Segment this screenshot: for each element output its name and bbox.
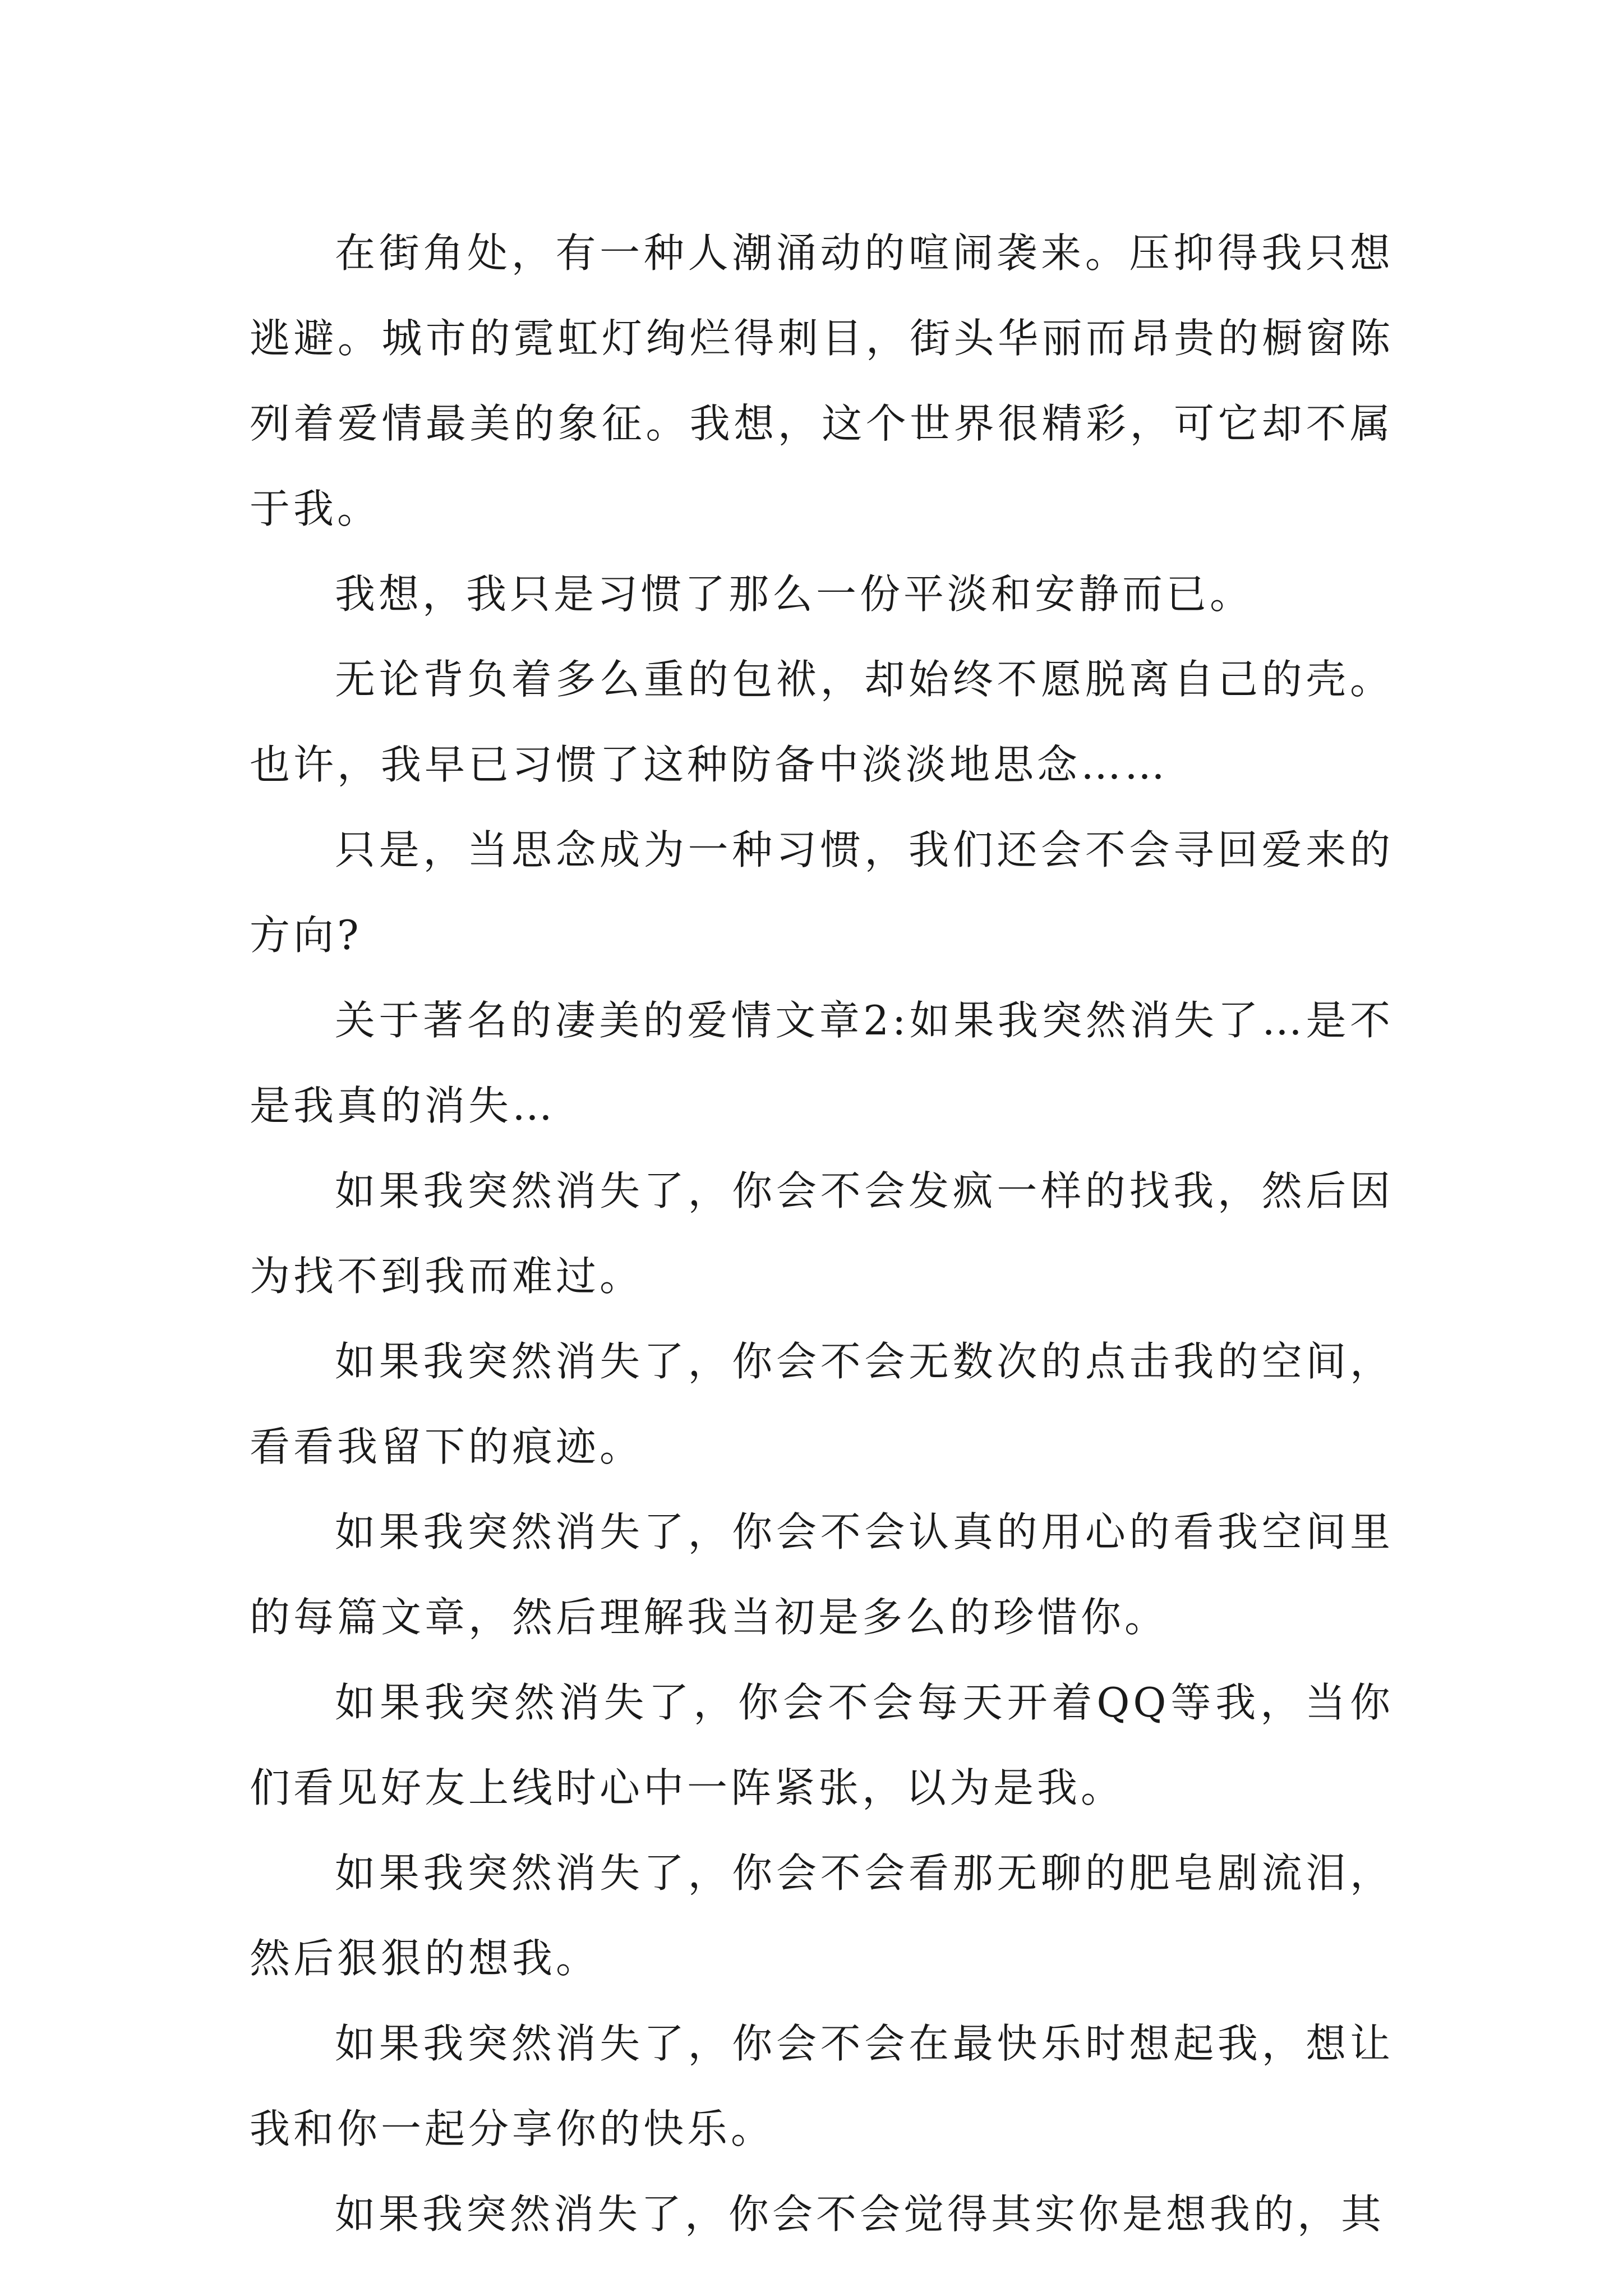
paragraph: 如果我突然消失了，你会不会每天开着QQ等我，当你们看见好友上线时心中一阵紧张，以为是我。 [250,1679,1394,1811]
paragraph: 只是，当思念成为一种习惯，我们还会不会寻回爱来的方向? [250,826,1394,959]
paragraph: 如果我突然消失了，你会不会发疯一样的找我，然后因为找不到我而难过。 [250,1167,1394,1300]
paragraph: 在街角处，有一种人潮涌动的喧闹袭来。压抑得我只想逃避。城市的霓虹灯绚烂得刺目，街头华丽而昂贵的橱窗陈列着爱情最美的象征。我想，这个世界很精彩，可它却不属于我。 [250,229,1394,532]
paragraph: 关于著名的凄美的爱情文章2:如果我突然消失了…是不是我真的消失… [250,997,1394,1129]
paragraph: 无论背负着多么重的包袱，却始终不愿脱离自己的壳。也许，我早已习惯了这种防备中淡淡地思念…… [250,656,1394,788]
paragraph: 我想，我只是习惯了那么一份平淡和安静而已。 [335,570,1254,618]
paragraph: 如果我突然消失了，你会不会看那无聊的肥皂剧流泪，然后狠狠的想我。 [250,1849,1394,1982]
paragraph: 如果我突然消失了，你会不会认真的用心的看我空间里的每篇文章，然后理解我当初是多么的珍惜你。 [250,1508,1394,1641]
document-body [250,210,1394,2257]
paragraph: 如果我突然消失了，你会不会在最快乐时想起我，想让我和你一起分享你的快乐。 [250,2020,1394,2152]
paragraph: 如果我突然消失了，你会不会觉得其实你是想我的，其 [335,2191,1385,2238]
paragraph: 如果我突然消失了，你会不会无数次的点击我的空间，看看我留下的痕迹。 [250,1338,1394,1470]
